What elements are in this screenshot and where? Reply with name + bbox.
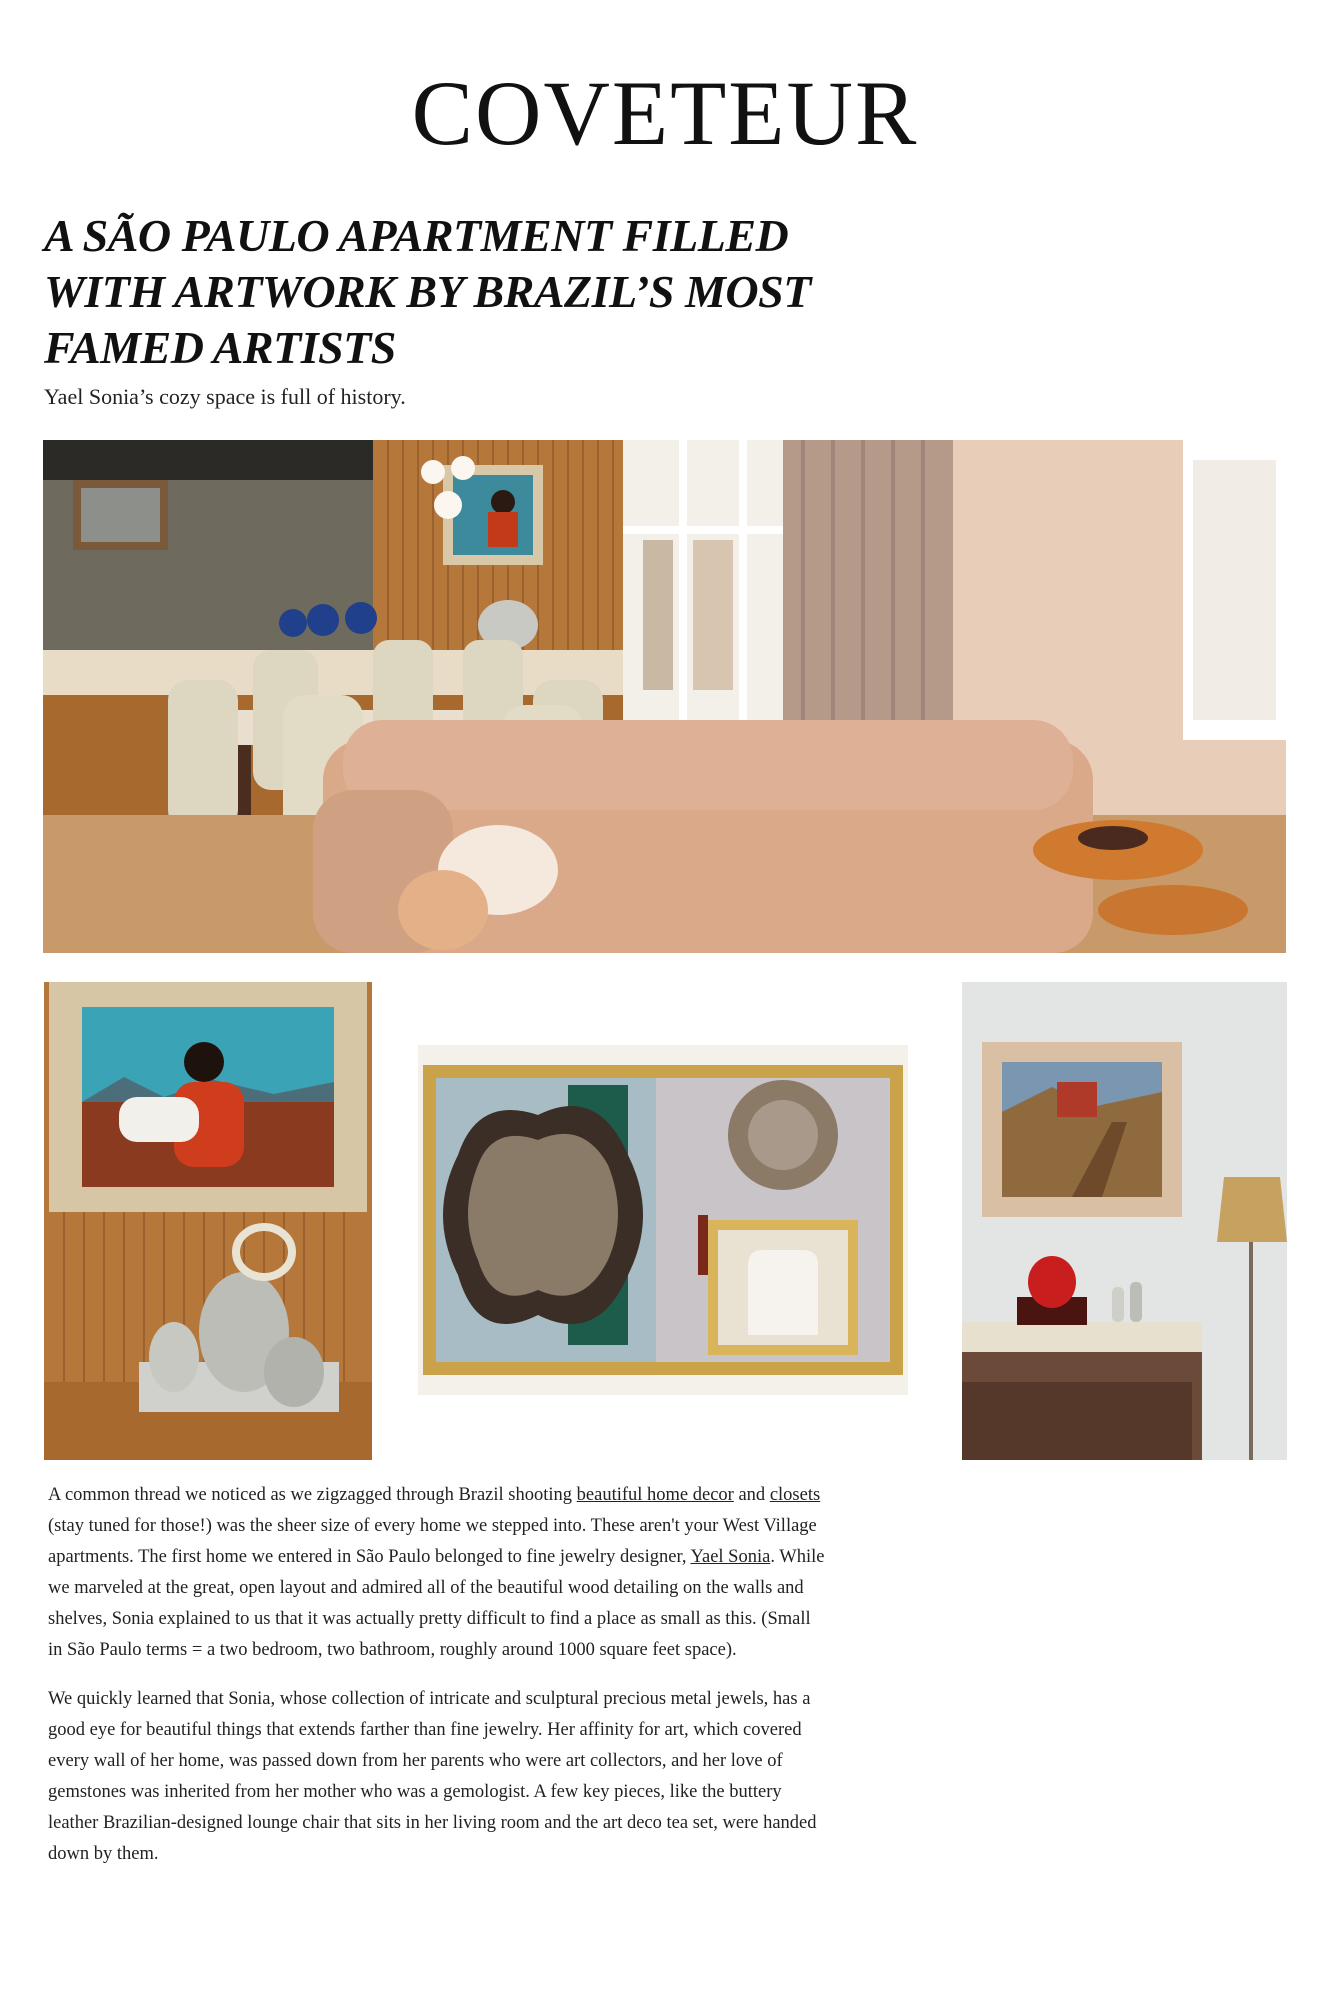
photo-painting-console — [962, 982, 1287, 1460]
article-title: A SÃO PAULO APARTMENT FILLED WITH ARTWORK BY BRAZIL’S MOST FAMED ARTISTS — [44, 210, 811, 373]
article-paragraph-2: We quickly learned that Sonia, whose collection of intricate and sculptural precious metal jewels, has a good eye for beautiful things that extends farther than fine jewelry. Her affinity for art, which covered every wall of her home, was passed down from her parents who were art collectors, and her love of gemstones was inherited from her mother who was a gemologist. A few key pieces, like the buttery leather Brazilian-designed lounge chair that sits in her living room and the art deco tea set, were handed down by them. — [48, 1689, 817, 1864]
photo-jewelry-tray — [418, 1045, 908, 1395]
article-paragraph-1 — [48, 1480, 828, 1666]
photo-painting-tea-set — [44, 982, 372, 1460]
paragraph-text: . While we marveled at the great, open layout and admired all of the beautiful wood detailing on the walls and shelves, Sonia explained to us that it was actually pretty difficult to find a place as small as this. (Small in São Paulo terms = a two bedroom, two bathroom, roughly around 1000 square feet space). — [48, 1547, 825, 1660]
paragraph-text: (stay tuned for those!) was the sheer size of every home we stepped into. These aren't your West Village apartments. The first home we entered in São Paulo belonged to fine jewelry designer, — [48, 1516, 817, 1567]
paragraph-text: and — [733, 1485, 770, 1505]
hero-photo-living-room — [43, 440, 1286, 953]
coveteur-logo[interactable] — [0, 58, 1330, 168]
article-body — [48, 1480, 828, 1888]
link-beautiful-home-decor[interactable]: beautiful home decor — [576, 1485, 734, 1505]
article-subtitle: Yael Sonia’s cozy space is full of history. — [44, 384, 406, 409]
paragraph-text: A common thread we noticed as we zigzagged through Brazil shooting — [48, 1485, 577, 1505]
logo-text: COVETEUR — [411, 62, 919, 164]
link-closets[interactable]: closets — [769, 1485, 821, 1505]
link-yael-sonia[interactable]: Yael Sonia — [690, 1547, 771, 1567]
